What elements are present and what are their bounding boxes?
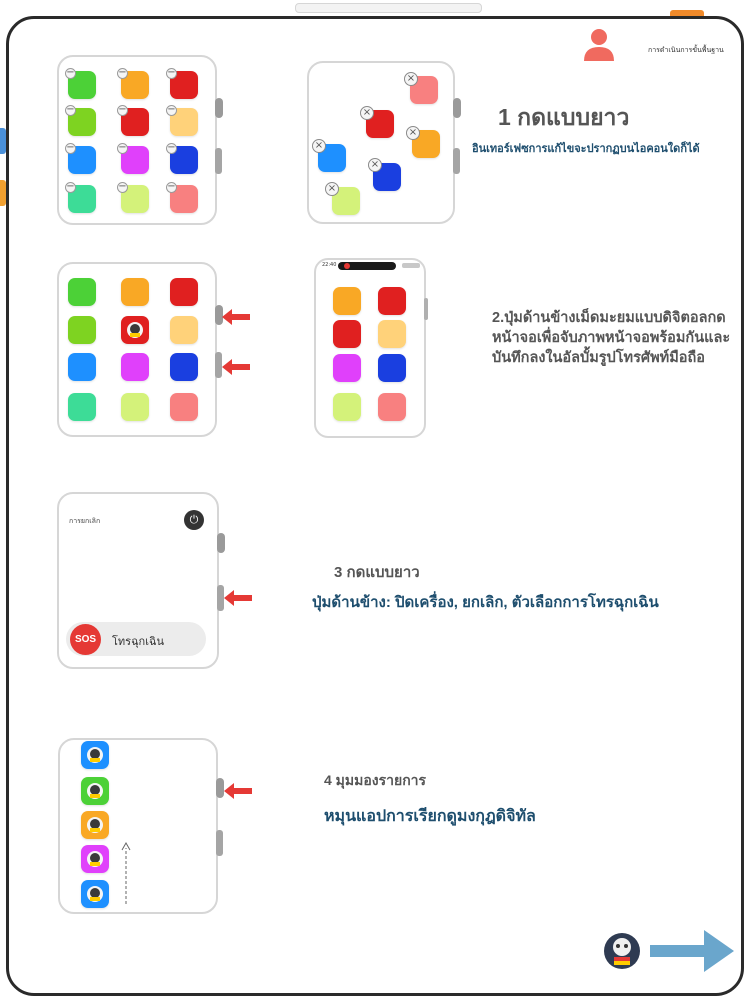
step-1-title: 1 กดแบบยาว xyxy=(498,104,630,130)
app-icon[interactable] xyxy=(378,287,406,315)
minus-badge-icon[interactable]: − xyxy=(118,181,127,192)
close-badge-icon[interactable]: × xyxy=(368,158,382,172)
recording-dot-icon xyxy=(344,263,350,269)
list-app-icon[interactable] xyxy=(81,777,109,805)
status-icons xyxy=(402,263,420,268)
minus-badge-icon[interactable]: − xyxy=(118,67,127,78)
left-arrow-icon xyxy=(224,590,252,606)
digital-crown xyxy=(453,98,461,118)
minus-badge-icon[interactable]: − xyxy=(118,142,127,153)
side-button xyxy=(216,830,223,856)
app-icon[interactable] xyxy=(170,393,198,421)
app-icon[interactable] xyxy=(170,278,198,306)
app-icon[interactable] xyxy=(121,316,149,344)
close-badge-icon[interactable]: × xyxy=(406,126,420,140)
list-app-icon[interactable] xyxy=(81,741,109,769)
org-label: การดำเนินการขั้นพื้นฐาน xyxy=(648,47,724,54)
phone-side-button xyxy=(424,298,428,320)
step-3-title: 3 กดแบบยาว xyxy=(334,564,420,581)
minus-badge-icon[interactable]: − xyxy=(167,181,176,192)
avatar-icon xyxy=(81,777,109,805)
step-1-desc: อินเทอร์เฟซการแก้ไขจะปรากฏบนไอคอนใดก็ได้ xyxy=(472,143,700,155)
step-3-desc: ปุ่มด้านข้าง: ปิดเครื่อง, ยกเลิก, ตัวเลือกการโทรฉุกเฉิน xyxy=(312,594,659,611)
app-icon[interactable] xyxy=(68,353,96,381)
app-icon[interactable] xyxy=(68,316,96,344)
close-badge-icon[interactable]: × xyxy=(325,182,339,196)
cancel-label[interactable]: การยกเลิก xyxy=(69,518,101,525)
side-button xyxy=(215,148,222,174)
step-2-desc: 2.ปุ่มด้านข้างเม็ดมะยมแบบดิจิตอลกดหน้าจอเพื่อจับภาพหน้าจอพร้อมกันและบันทึกลงในอัลบั้มรูปโทรศัพท์มือถือ xyxy=(492,310,731,366)
side-button xyxy=(453,148,460,174)
app-icon[interactable] xyxy=(378,393,406,421)
app-icon[interactable] xyxy=(333,393,361,421)
app-icon[interactable] xyxy=(378,354,406,382)
user-icon[interactable] xyxy=(582,27,616,63)
scroll-up-arrow-icon xyxy=(121,842,131,906)
avatar-icon xyxy=(81,811,109,839)
minus-badge-icon[interactable]: − xyxy=(66,142,75,153)
minus-badge-icon[interactable]: − xyxy=(167,67,176,78)
apple-pencil xyxy=(295,3,482,13)
avatar-icon xyxy=(81,741,109,769)
app-icon[interactable] xyxy=(333,354,361,382)
minus-badge-icon[interactable]: − xyxy=(66,67,75,78)
list-app-icon[interactable] xyxy=(81,845,109,873)
app-icon[interactable] xyxy=(170,353,198,381)
list-app-icon[interactable] xyxy=(81,880,109,908)
left-arrow-icon xyxy=(224,783,252,799)
app-icon[interactable] xyxy=(121,393,149,421)
minus-badge-icon[interactable]: − xyxy=(167,104,176,115)
app-icon[interactable] xyxy=(121,278,149,306)
sos-button[interactable]: SOS xyxy=(70,624,101,655)
digital-crown xyxy=(215,98,223,118)
left-arrow-icon xyxy=(222,309,250,325)
app-icon[interactable] xyxy=(68,278,96,306)
app-icon[interactable] xyxy=(333,287,361,315)
next-arrow-icon[interactable] xyxy=(650,928,736,974)
phone-frame xyxy=(314,258,426,438)
minus-badge-icon[interactable]: − xyxy=(118,104,127,115)
minus-badge-icon[interactable]: − xyxy=(66,104,75,115)
step-4-title: 4 มุมมองรายการ xyxy=(324,772,427,788)
minus-badge-icon[interactable]: − xyxy=(167,142,176,153)
left-arrow-icon xyxy=(222,359,250,375)
avatar-icon xyxy=(121,316,149,344)
step-4-desc: หมุนแอปการเรียกดูมงกุฎดิจิทัล xyxy=(324,808,536,825)
digital-crown xyxy=(217,533,225,553)
app-icon[interactable] xyxy=(68,393,96,421)
close-badge-icon[interactable]: × xyxy=(312,139,326,153)
app-icon[interactable] xyxy=(170,316,198,344)
close-badge-icon[interactable]: × xyxy=(404,72,418,86)
avatar-icon xyxy=(81,880,109,908)
list-app-icon[interactable] xyxy=(81,811,109,839)
phone-time: 22:40 xyxy=(322,262,337,268)
close-badge-icon[interactable]: × xyxy=(360,106,374,120)
minus-badge-icon[interactable]: − xyxy=(66,181,75,192)
app-icon[interactable] xyxy=(121,353,149,381)
mascot-avatar-icon xyxy=(603,932,641,970)
avatar-icon xyxy=(81,845,109,873)
app-icon[interactable] xyxy=(378,320,406,348)
side-button xyxy=(215,352,222,378)
side-button xyxy=(217,585,224,611)
digital-crown xyxy=(216,778,224,798)
app-icon[interactable] xyxy=(333,320,361,348)
emergency-call-label: โทรฉุกเฉิน xyxy=(112,636,164,648)
power-icon[interactable]: ⏻ xyxy=(184,510,204,530)
